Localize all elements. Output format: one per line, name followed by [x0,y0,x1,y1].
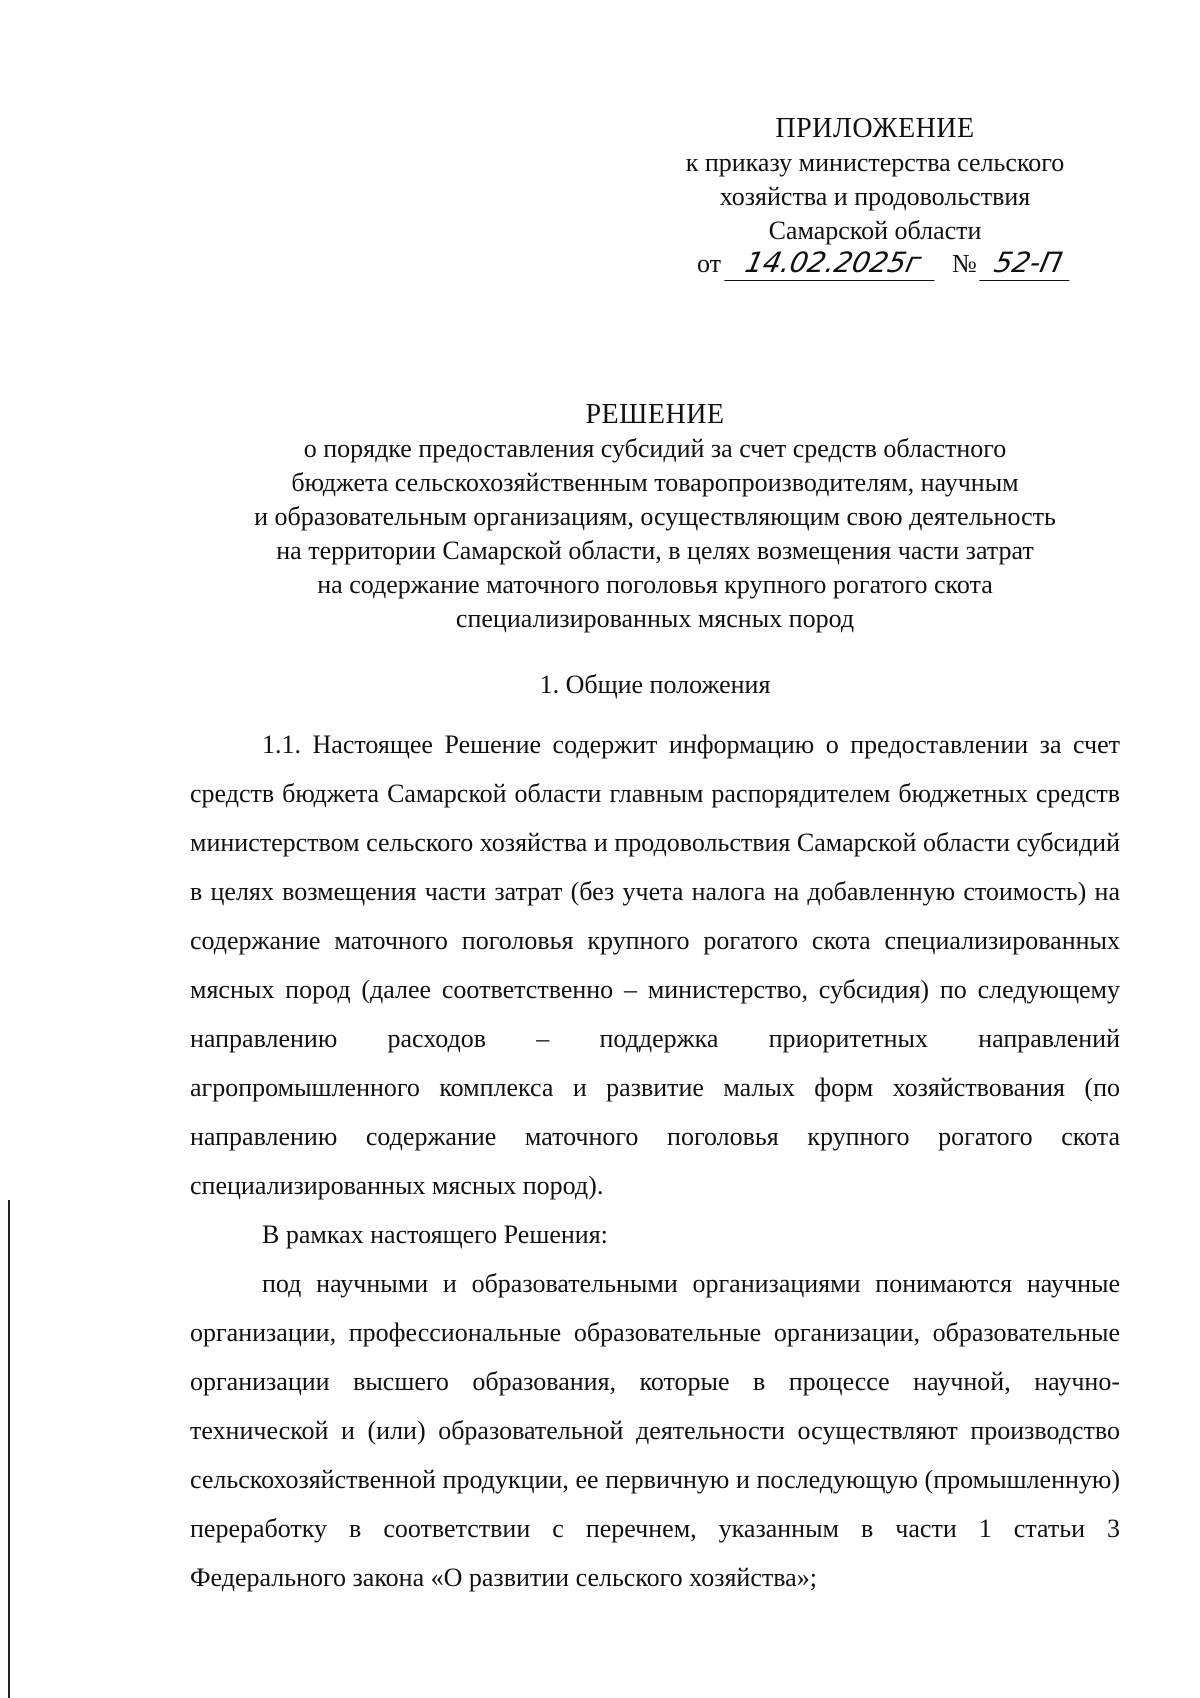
scan-edge-line [8,1200,10,1698]
decision-subtitle-line: на содержание маточного поголовья крупного рогатого скота [317,570,993,599]
appendix-line: хозяйства и продовольствия [719,182,1031,211]
body-text [190,720,1120,1602]
paragraph: 1.1. Настоящее Решение содержит информацию о предоставлении за счет средств бюджета Самарской области главным распорядителем бюджетных средств министерством сельского хозяйства и продовольствия Самарской области субсидий в целях возмещения части затрат (без учета налога на добавленную стоимость) на содержание маточного поголовья крупного рогатого скота специализированных мясных пород (далее соответственно – министерство, субсидия) по следующему направлению расходов – поддержка приоритетных направлений агропромышленного комплекса и развитие малых форм хозяйствования (по направлению содержание маточного поголовья крупного рогатого скота специализированных мясных пород). [190,730,1120,1200]
paragraph: В рамках настоящего Решения: [262,1220,608,1249]
appendix-block [640,112,1110,248]
appendix-line: Самарской области [768,216,982,245]
order-date-handwritten: 14.02.2025г [724,246,941,281]
order-reference [697,246,1117,281]
decision-subtitle-line: специализированных мясных пород [455,604,855,633]
appendix-title: ПРИЛОЖЕНИЕ [775,113,975,144]
section-heading: 1. Общие положения [539,670,771,699]
order-number-label: № [952,249,977,278]
paragraph: под научными и образовательными организациями понимаются научные организации, профессиональные образовательные организации, образовательные организации высшего образования, которые в процессе научной, научно-технической и (или) образовательной деятельности осуществляют производство сельскохозяйственной продукции, ее первичную и последующую (промышленную) переработку в соответствии с перечнем, указанным в части 1 статьи 3 Федерального закона «О развитии сельского хозяйства»; [190,1269,1120,1592]
decision-subtitle-line: бюджета сельскохозяйственным товаропроизводителям, научным [291,468,1019,497]
order-number-handwritten: 52-П [980,246,1077,281]
decision-subtitle-line: на территории Самарской области, в целях возмещения части затрат [276,536,1034,565]
decision-heading: РЕШЕНИЕ [585,399,725,430]
appendix-line: к приказу министерства сельского [685,148,1065,177]
decision-title-block [190,398,1120,636]
decision-subtitle-line: и образовательным организациям, осуществляющим свою деятельность [254,502,1056,531]
decision-subtitle-line: о порядке предоставления субсидий за счет средств областного [303,434,1007,463]
order-from-label: от [697,249,722,278]
